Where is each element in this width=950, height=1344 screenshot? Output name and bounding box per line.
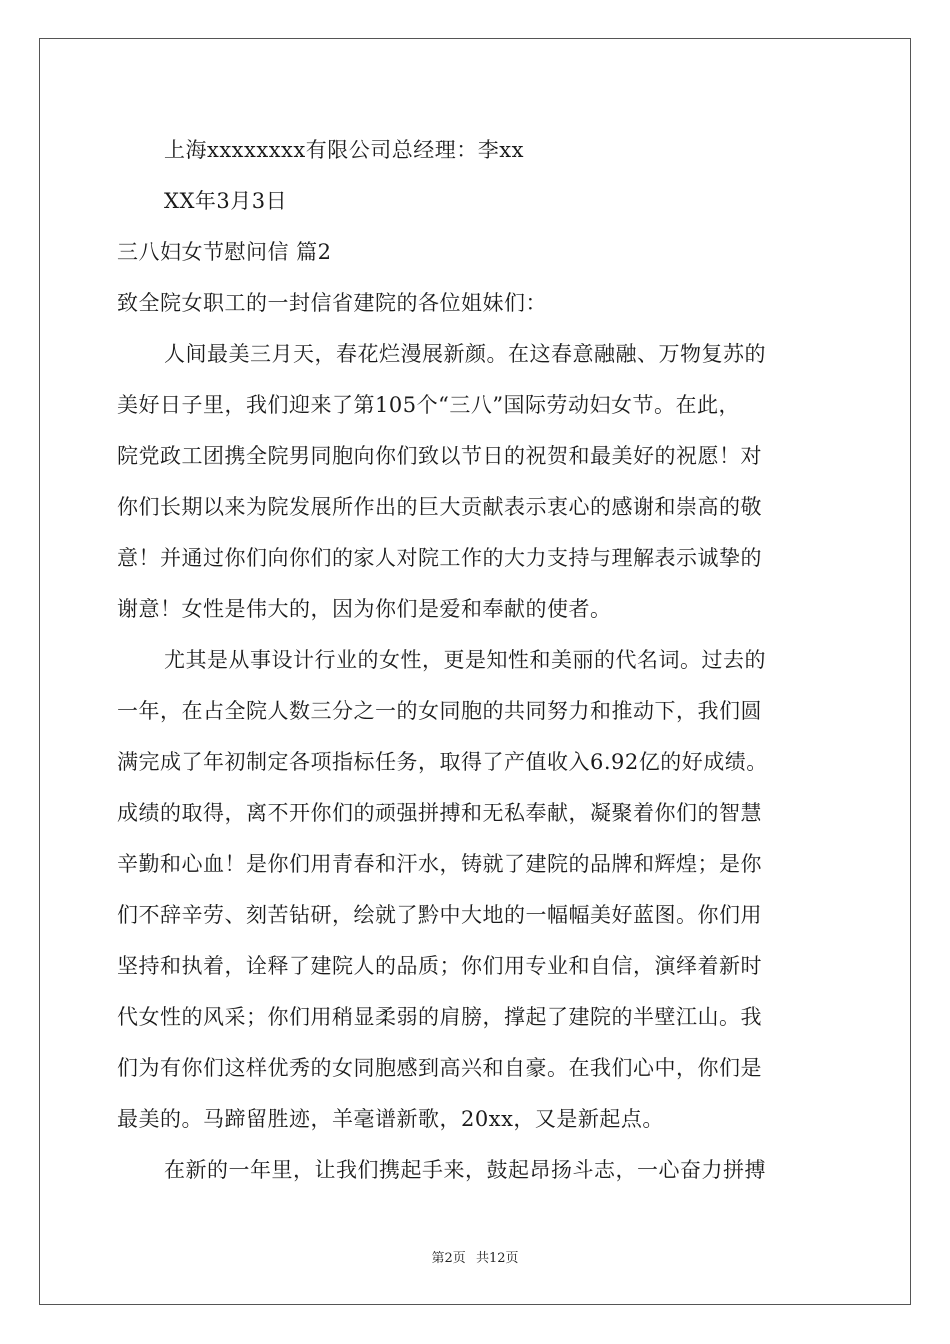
paragraph-line: 美好日子里，我们迎来了第105个“三八”国际劳动妇女节。在此， — [117, 393, 741, 417]
paragraph-line: 院党政工团携全院男同胞向你们致以节日的祝贺和最美好的祝愿！对 — [117, 444, 762, 468]
paragraph-line: 谢意！女性是伟大的，因为你们是爱和奉献的使者。 — [117, 597, 612, 621]
paragraph-2 — [117, 635, 837, 1145]
paragraph-line: 你们长期以来为院发展所作出的巨大贡献表示衷心的感谢和崇高的敬 — [117, 495, 762, 519]
paragraph-line: 一年，在占全院人数三分之一的女同胞的共同努力和推动下，我们圆 — [117, 699, 762, 723]
paragraph-line: 成绩的取得，离不开你们的顽强拼搏和无私奉献，凝聚着你们的智慧 — [117, 801, 762, 825]
paragraph-line: 代女性的风采；你们用稍显柔弱的肩膀，撑起了建院的半壁江山。我 — [117, 1005, 762, 1029]
paragraph-line: 在新的一年里，让我们携起手来，鼓起昂扬斗志，一心奋力拼搏 — [164, 1158, 766, 1182]
paragraph-line: 们为有你们这样优秀的女同胞感到高兴和自豪。在我们心中，你们是 — [117, 1056, 762, 1080]
paragraph-line: 人间最美三月天，春花烂漫展新颜。在这春意融融、万物复苏的 — [164, 342, 766, 366]
paragraph-line: 们不辞辛劳、刻苦钻研，绘就了黔中大地的一幅幅美好蓝图。你们用 — [117, 903, 762, 927]
signature-date-line: XX年3月3日 — [164, 189, 288, 213]
signature-company-line: 上海xxxxxxxx有限公司总经理：李xx — [164, 138, 524, 162]
paragraph-line: 尤其是从事设计行业的女性，更是知性和美丽的代名词。过去的 — [164, 648, 766, 672]
page-total: 共12页 — [475, 1251, 519, 1266]
paragraph-3 — [117, 1145, 837, 1196]
paragraph-1 — [117, 329, 837, 635]
document-body — [117, 125, 837, 1196]
paragraph-line: 坚持和执着，诠释了建院人的品质；你们用专业和自信，演绎着新时 — [117, 954, 762, 978]
paragraph-line: 满完成了年初制定各项指标任务，取得了产值收入6.92亿的好成绩。 — [117, 750, 768, 774]
page-number: 第2页 — [431, 1251, 466, 1266]
paragraph-line: 辛勤和心血！是你们用青春和汗水，铸就了建院的品牌和辉煌；是你 — [117, 852, 762, 876]
page-footer — [0, 1247, 950, 1266]
section-title: 三八妇女节慰问信 篇2 — [117, 240, 332, 264]
salutation: 致全院女职工的一封信省建院的各位姐妹们： — [117, 291, 547, 315]
paragraph-line: 意！并通过你们向你们的家人对院工作的大力支持与理解表示诚挚的 — [117, 546, 762, 570]
paragraph-line: 最美的。马蹄留胜迹，羊毫谱新歌，20xx，又是新起点。 — [117, 1107, 664, 1131]
